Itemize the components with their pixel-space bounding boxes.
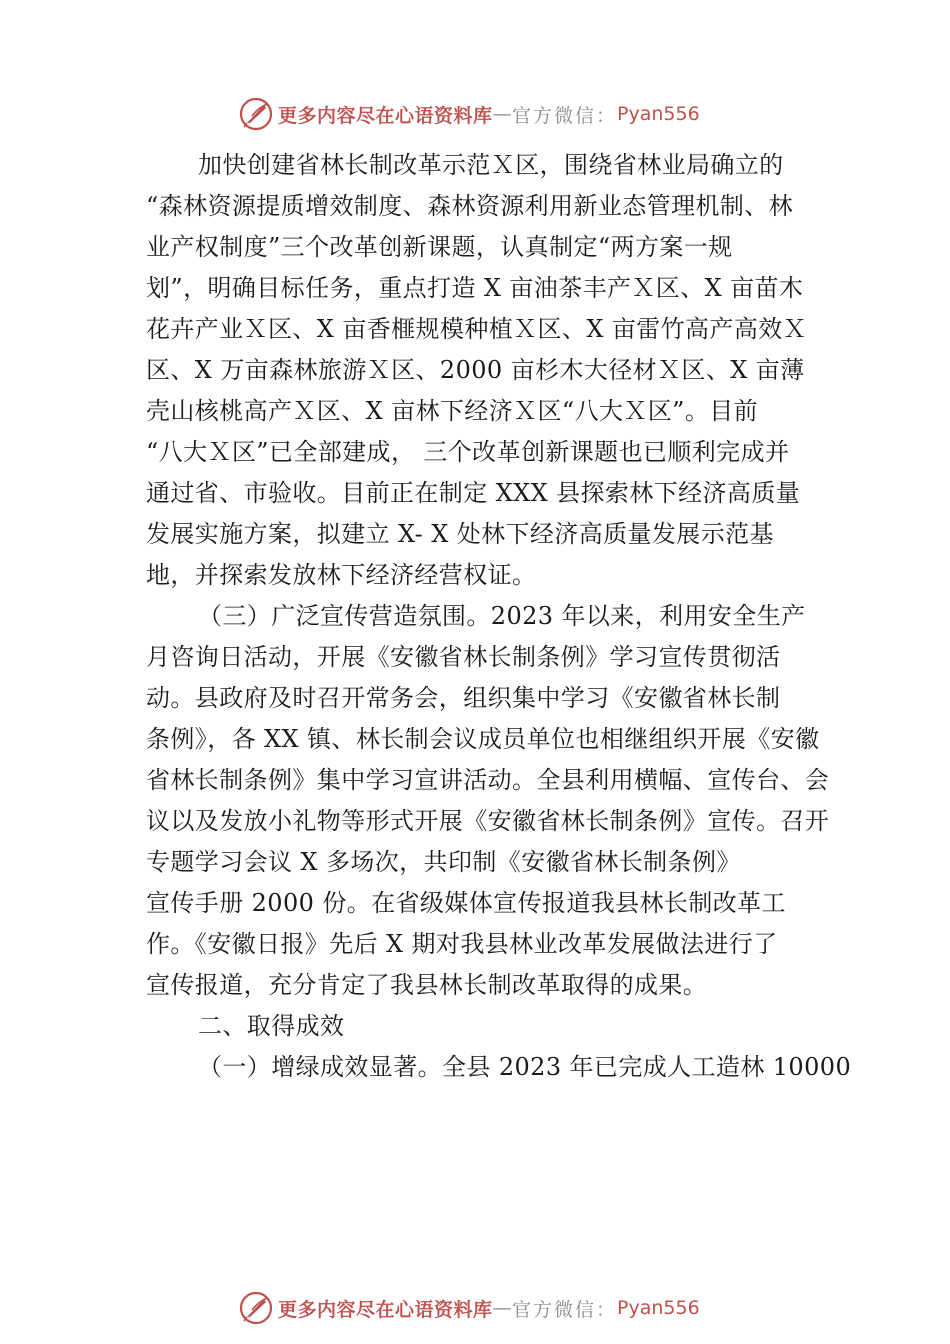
watermark-brand: 更多内容尽在心语资料库: [278, 1298, 493, 1321]
text-line: 条例》，各 XX 镇、林长制会议成员单位也相继组织开展《安徽: [146, 725, 820, 753]
text-line: 业产权制度”三个改革创新课题，认真制定“两方案一规: [146, 233, 733, 261]
watermark-dash: —: [492, 103, 513, 125]
watermark-dash: —: [492, 1297, 513, 1319]
watermark-official: 官方微信：: [512, 1298, 618, 1321]
text-line: “森林资源提质增效制度、森林资源利用新业态管理机制、林: [146, 192, 794, 220]
text-line: 通过省、市验收。目前正在制定 XXX 县探索林下经济高质量: [146, 479, 801, 507]
text-line: 宣传手册 2000 份。在省级媒体宣传报道我县林长制改革工: [146, 889, 786, 917]
watermark-official: 官方微信：: [512, 104, 618, 127]
section-heading-line: 二、取得成效: [198, 1012, 345, 1040]
text-line: 议以及发放小礼物等形式开展《安徽省林长制条例》宣传。召开: [146, 807, 830, 835]
watermark-header: [238, 96, 700, 132]
text-line: 壳山核桃高产Ｘ区、X 亩林下经济Ｘ区“八大Ｘ区”。目前: [146, 397, 759, 425]
text-line: 区、X 万亩森林旅游Ｘ区、2000 亩杉木大径材Ｘ区、X 亩薄: [146, 356, 805, 384]
text-line: 省林长制条例》集中学习宣讲活动。全县利用横幅、宣传台、会: [146, 766, 830, 794]
text-line: 花卉产业Ｘ区、X 亩香榧规模种植Ｘ区、X 亩雷竹高产高效Ｘ: [146, 315, 808, 343]
watermark-brand: 更多内容尽在心语资料库: [278, 104, 493, 127]
text-line: 宣传报道，充分肯定了我县林长制改革取得的成果。: [146, 971, 708, 999]
watermark-wechat-id: Pyan556: [617, 1297, 700, 1319]
quill-logo-icon: [238, 96, 274, 132]
text-line: 动。县政府及时召开常务会，组织集中学习《安徽省林长制: [146, 684, 781, 712]
text-line: 加快创建省林长制改革示范Ｘ区，围绕省林业局确立的: [198, 151, 784, 179]
text-line: “八大Ｘ区”已全部建成， 三个改革创新课题也已顺利完成并: [146, 438, 790, 466]
text-line: 划”，明确目标任务，重点打造 X 亩油茶丰产Ｘ区、X 亩苗木: [146, 274, 804, 302]
section-heading-line: （一）增绿成效显著。全县 2023 年已完成人工造林 10000: [198, 1053, 852, 1081]
text-line: 月咨询日活动，开展《安徽省林长制条例》学习宣传贯彻活: [146, 643, 781, 671]
text-line: 专题学习会议 X 多场次，共印制《安徽省林长制条例》: [146, 848, 741, 876]
text-line: 地，并探索发放林下经济经营权证。: [146, 561, 537, 589]
text-line: 发展实施方案，拟建立 X- X 处林下经济高质量发展示范基: [146, 520, 774, 548]
watermark-wechat-id: Pyan556: [617, 103, 700, 125]
quill-logo-icon: [238, 1290, 274, 1326]
section-heading-line: （三）广泛宣传营造氛围。2023 年以来，利用安全生产: [198, 602, 806, 630]
watermark-footer: [238, 1290, 700, 1326]
text-line: 作。《安徽日报》先后 X 期对我县林业改革发展做法进行了: [146, 930, 778, 958]
